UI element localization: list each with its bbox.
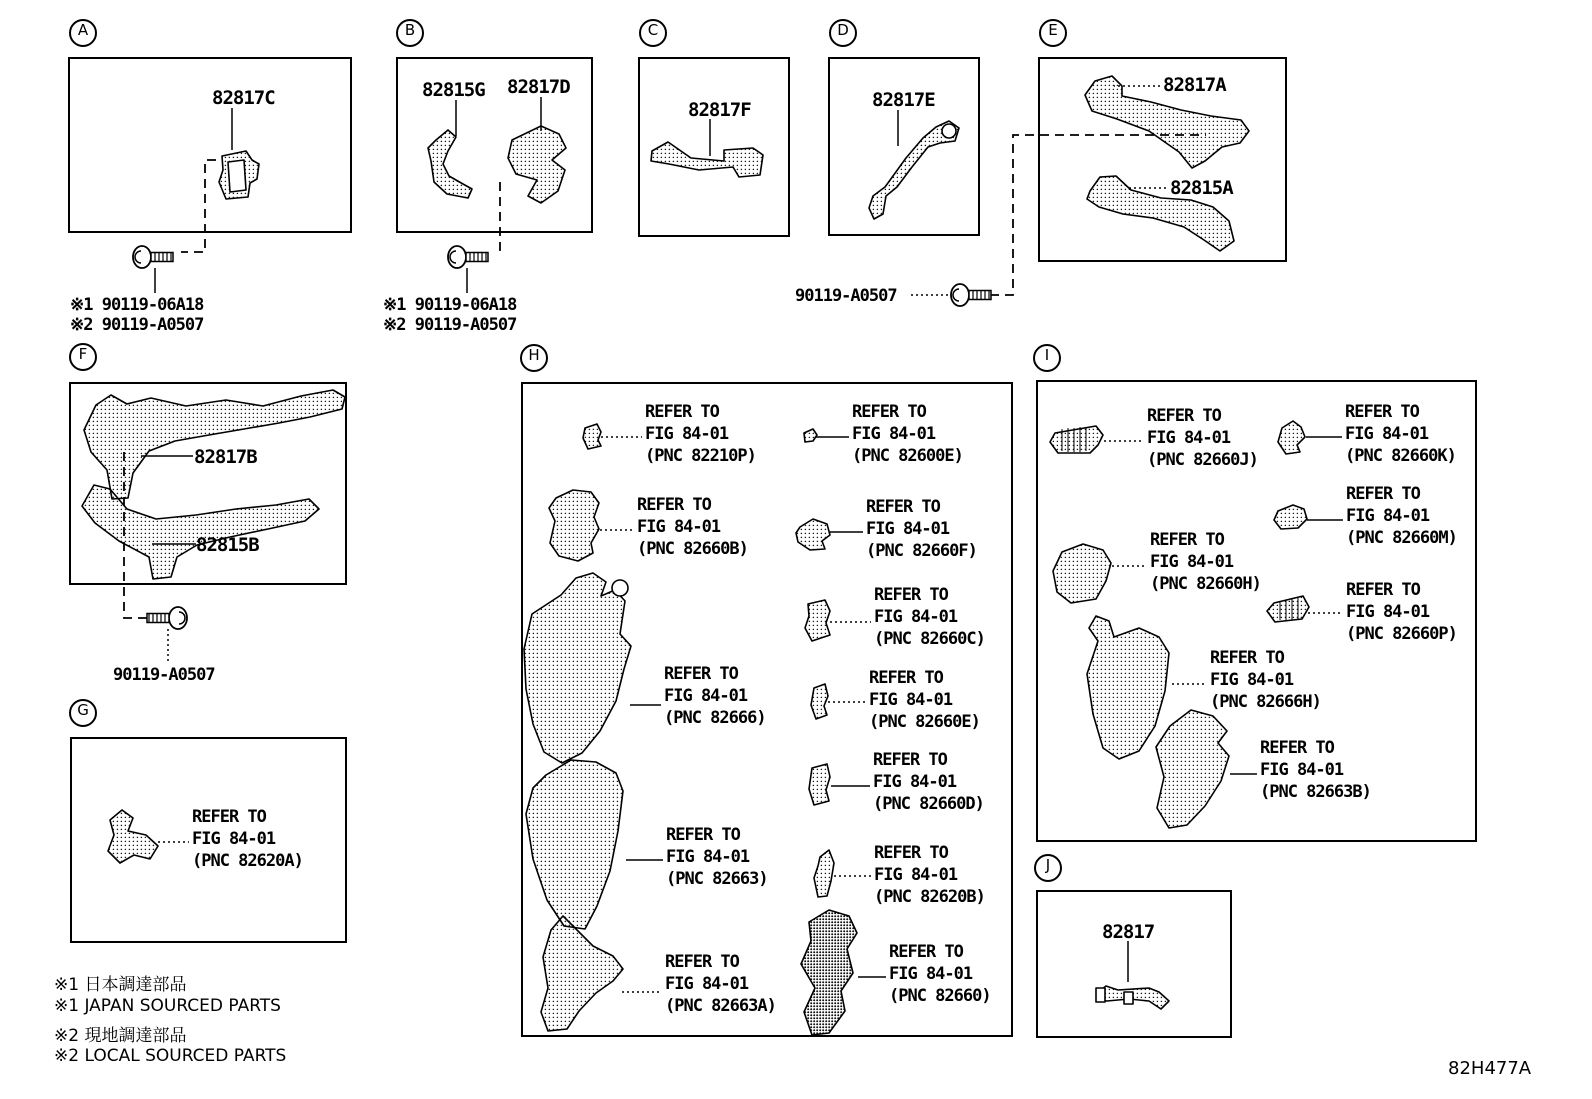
fastener-number-b1: ※1 90119-06A18 xyxy=(383,295,517,315)
fastener-number-b2: ※2 90119-A0507 xyxy=(383,315,517,335)
ref-line: (PNC 82620B) xyxy=(874,887,985,907)
footnote-1-en: ※1 JAPAN SOURCED PARTS xyxy=(54,996,281,1016)
ref-note-82620a xyxy=(192,806,303,872)
doc-code: 82H477A xyxy=(1448,1058,1532,1079)
ref-line: REFER TO xyxy=(664,664,738,684)
part-number-82817f: 82817F xyxy=(688,99,751,121)
fastener-number-e: 90119-A0507 xyxy=(795,286,897,306)
ref-line: REFER TO xyxy=(1346,484,1420,504)
ref-line: (PNC 82666H) xyxy=(1210,692,1321,712)
part-number-82815b: 82815B xyxy=(196,534,259,556)
ref-line: (PNC 82666) xyxy=(664,708,766,728)
ref-note-82660b xyxy=(637,494,748,560)
ref-note-82660c xyxy=(874,584,985,650)
part-number-82817b: 82817B xyxy=(194,446,257,468)
ref-note-82660 xyxy=(889,941,991,1007)
section-g-marker: G xyxy=(69,699,97,727)
ref-line: REFER TO xyxy=(1260,738,1334,758)
ref-line: FIG 84-01 xyxy=(1260,760,1344,780)
part-number-82817a: 82817A xyxy=(1163,74,1226,96)
ref-note-82663b xyxy=(1260,737,1371,803)
ref-note-82660m xyxy=(1346,483,1457,549)
section-d-marker: D xyxy=(829,19,857,47)
section-i-marker: I xyxy=(1033,344,1061,372)
ref-line: REFER TO xyxy=(874,585,948,605)
ref-line: REFER TO xyxy=(1150,530,1224,550)
ref-line: FIG 84-01 xyxy=(665,974,749,994)
ref-note-82660d xyxy=(873,749,984,815)
bolt-icon-f xyxy=(147,607,187,629)
section-f-marker: F xyxy=(69,343,97,371)
part-number-82815g: 82815G xyxy=(422,79,485,101)
ref-line: (PNC 82660P) xyxy=(1346,624,1457,644)
ref-line: FIG 84-01 xyxy=(637,517,721,537)
ref-line: FIG 84-01 xyxy=(1346,506,1430,526)
ref-note-82620b xyxy=(874,842,985,908)
ref-line: FIG 84-01 xyxy=(873,772,957,792)
section-a-marker: A xyxy=(69,19,97,47)
ref-line: (PNC 82660H) xyxy=(1150,574,1261,594)
ref-note-82660h xyxy=(1150,529,1261,595)
ref-note-82660f xyxy=(866,496,977,562)
section-j-marker: J xyxy=(1034,854,1062,882)
ref-note-82660j xyxy=(1147,405,1258,471)
ref-line: (PNC 82663A) xyxy=(665,996,776,1016)
ref-line: REFER TO xyxy=(874,843,948,863)
part-number-82817d: 82817D xyxy=(507,76,570,98)
section-c-box xyxy=(638,57,790,237)
ref-line: FIG 84-01 xyxy=(874,607,958,627)
ref-line: REFER TO xyxy=(866,497,940,517)
ref-line: FIG 84-01 xyxy=(852,424,936,444)
ref-line: (PNC 82600E) xyxy=(852,446,963,466)
fastener-number-f: 90119-A0507 xyxy=(113,665,215,685)
fastener-number-a1: ※1 90119-06A18 xyxy=(70,295,204,315)
section-c-marker: C xyxy=(639,19,667,47)
ref-line: FIG 84-01 xyxy=(889,964,973,984)
ref-line: (PNC 82660M) xyxy=(1346,528,1457,548)
ref-line: (PNC 82660J) xyxy=(1147,450,1258,470)
ref-line: (PNC 82660C) xyxy=(874,629,985,649)
footnote-2-jp: ※2 現地調達部品 xyxy=(54,1026,187,1046)
ref-line: FIG 84-01 xyxy=(666,847,750,867)
ref-line: FIG 84-01 xyxy=(866,519,950,539)
footnote-1-jp: ※1 日本調達部品 xyxy=(54,975,187,995)
ref-line: REFER TO xyxy=(873,750,947,770)
bolt-icon-a xyxy=(133,246,173,268)
ref-line: REFER TO xyxy=(665,952,739,972)
ref-line: (PNC 82660E) xyxy=(869,712,980,732)
section-h-marker: H xyxy=(520,344,548,372)
footnote-2-en: ※2 LOCAL SOURCED PARTS xyxy=(54,1046,287,1066)
ref-note-82600e xyxy=(852,401,963,467)
ref-line: FIG 84-01 xyxy=(1346,602,1430,622)
ref-line: (PNC 82663B) xyxy=(1260,782,1371,802)
ref-note-82660e xyxy=(869,667,980,733)
ref-line: REFER TO xyxy=(666,825,740,845)
ref-line: REFER TO xyxy=(1346,580,1420,600)
ref-line: REFER TO xyxy=(852,402,926,422)
ref-line: (PNC 82660F) xyxy=(866,541,977,561)
bolt-icon-b xyxy=(448,246,488,268)
ref-note-82660k xyxy=(1345,401,1456,467)
section-d-box xyxy=(828,57,980,236)
part-number-82817: 82817 xyxy=(1102,921,1155,943)
ref-line: FIG 84-01 xyxy=(869,690,953,710)
section-a-box xyxy=(68,57,352,233)
ref-line: FIG 84-01 xyxy=(192,829,276,849)
ref-line: REFER TO xyxy=(889,942,963,962)
ref-note-82660p xyxy=(1346,579,1457,645)
ref-line: FIG 84-01 xyxy=(645,424,729,444)
ref-line: FIG 84-01 xyxy=(1345,424,1429,444)
ref-note-82663 xyxy=(666,824,768,890)
ref-line: (PNC 82663) xyxy=(666,869,768,889)
ref-line: (PNC 82660D) xyxy=(873,794,984,814)
ref-line: (PNC 82660K) xyxy=(1345,446,1456,466)
ref-line: (PNC 82660) xyxy=(889,986,991,1006)
bolt-icon-e xyxy=(951,284,991,306)
part-number-82815a: 82815A xyxy=(1170,177,1233,199)
ref-line: REFER TO xyxy=(192,807,266,827)
ref-line: (PNC 82620A) xyxy=(192,851,303,871)
ref-line: FIG 84-01 xyxy=(664,686,748,706)
ref-note-82666h xyxy=(1210,647,1321,713)
ref-line: (PNC 82660B) xyxy=(637,539,748,559)
section-b-marker: B xyxy=(396,19,424,47)
section-j-box xyxy=(1036,890,1232,1038)
ref-line: FIG 84-01 xyxy=(874,865,958,885)
ref-line: FIG 84-01 xyxy=(1150,552,1234,572)
ref-note-82210p xyxy=(645,401,756,467)
ref-note-82666 xyxy=(664,663,766,729)
part-number-82817c: 82817C xyxy=(212,87,275,109)
ref-line: REFER TO xyxy=(869,668,943,688)
fastener-number-a2: ※2 90119-A0507 xyxy=(70,315,204,335)
part-number-82817e: 82817E xyxy=(872,89,935,111)
ref-line: FIG 84-01 xyxy=(1147,428,1231,448)
ref-line: REFER TO xyxy=(1345,402,1419,422)
ref-line: (PNC 82210P) xyxy=(645,446,756,466)
ref-line: FIG 84-01 xyxy=(1210,670,1294,690)
section-e-marker: E xyxy=(1039,19,1067,47)
ref-line: REFER TO xyxy=(1147,406,1221,426)
ref-line: REFER TO xyxy=(637,495,711,515)
ref-line: REFER TO xyxy=(645,402,719,422)
ref-line: REFER TO xyxy=(1210,648,1284,668)
ref-note-82663a xyxy=(665,951,776,1017)
